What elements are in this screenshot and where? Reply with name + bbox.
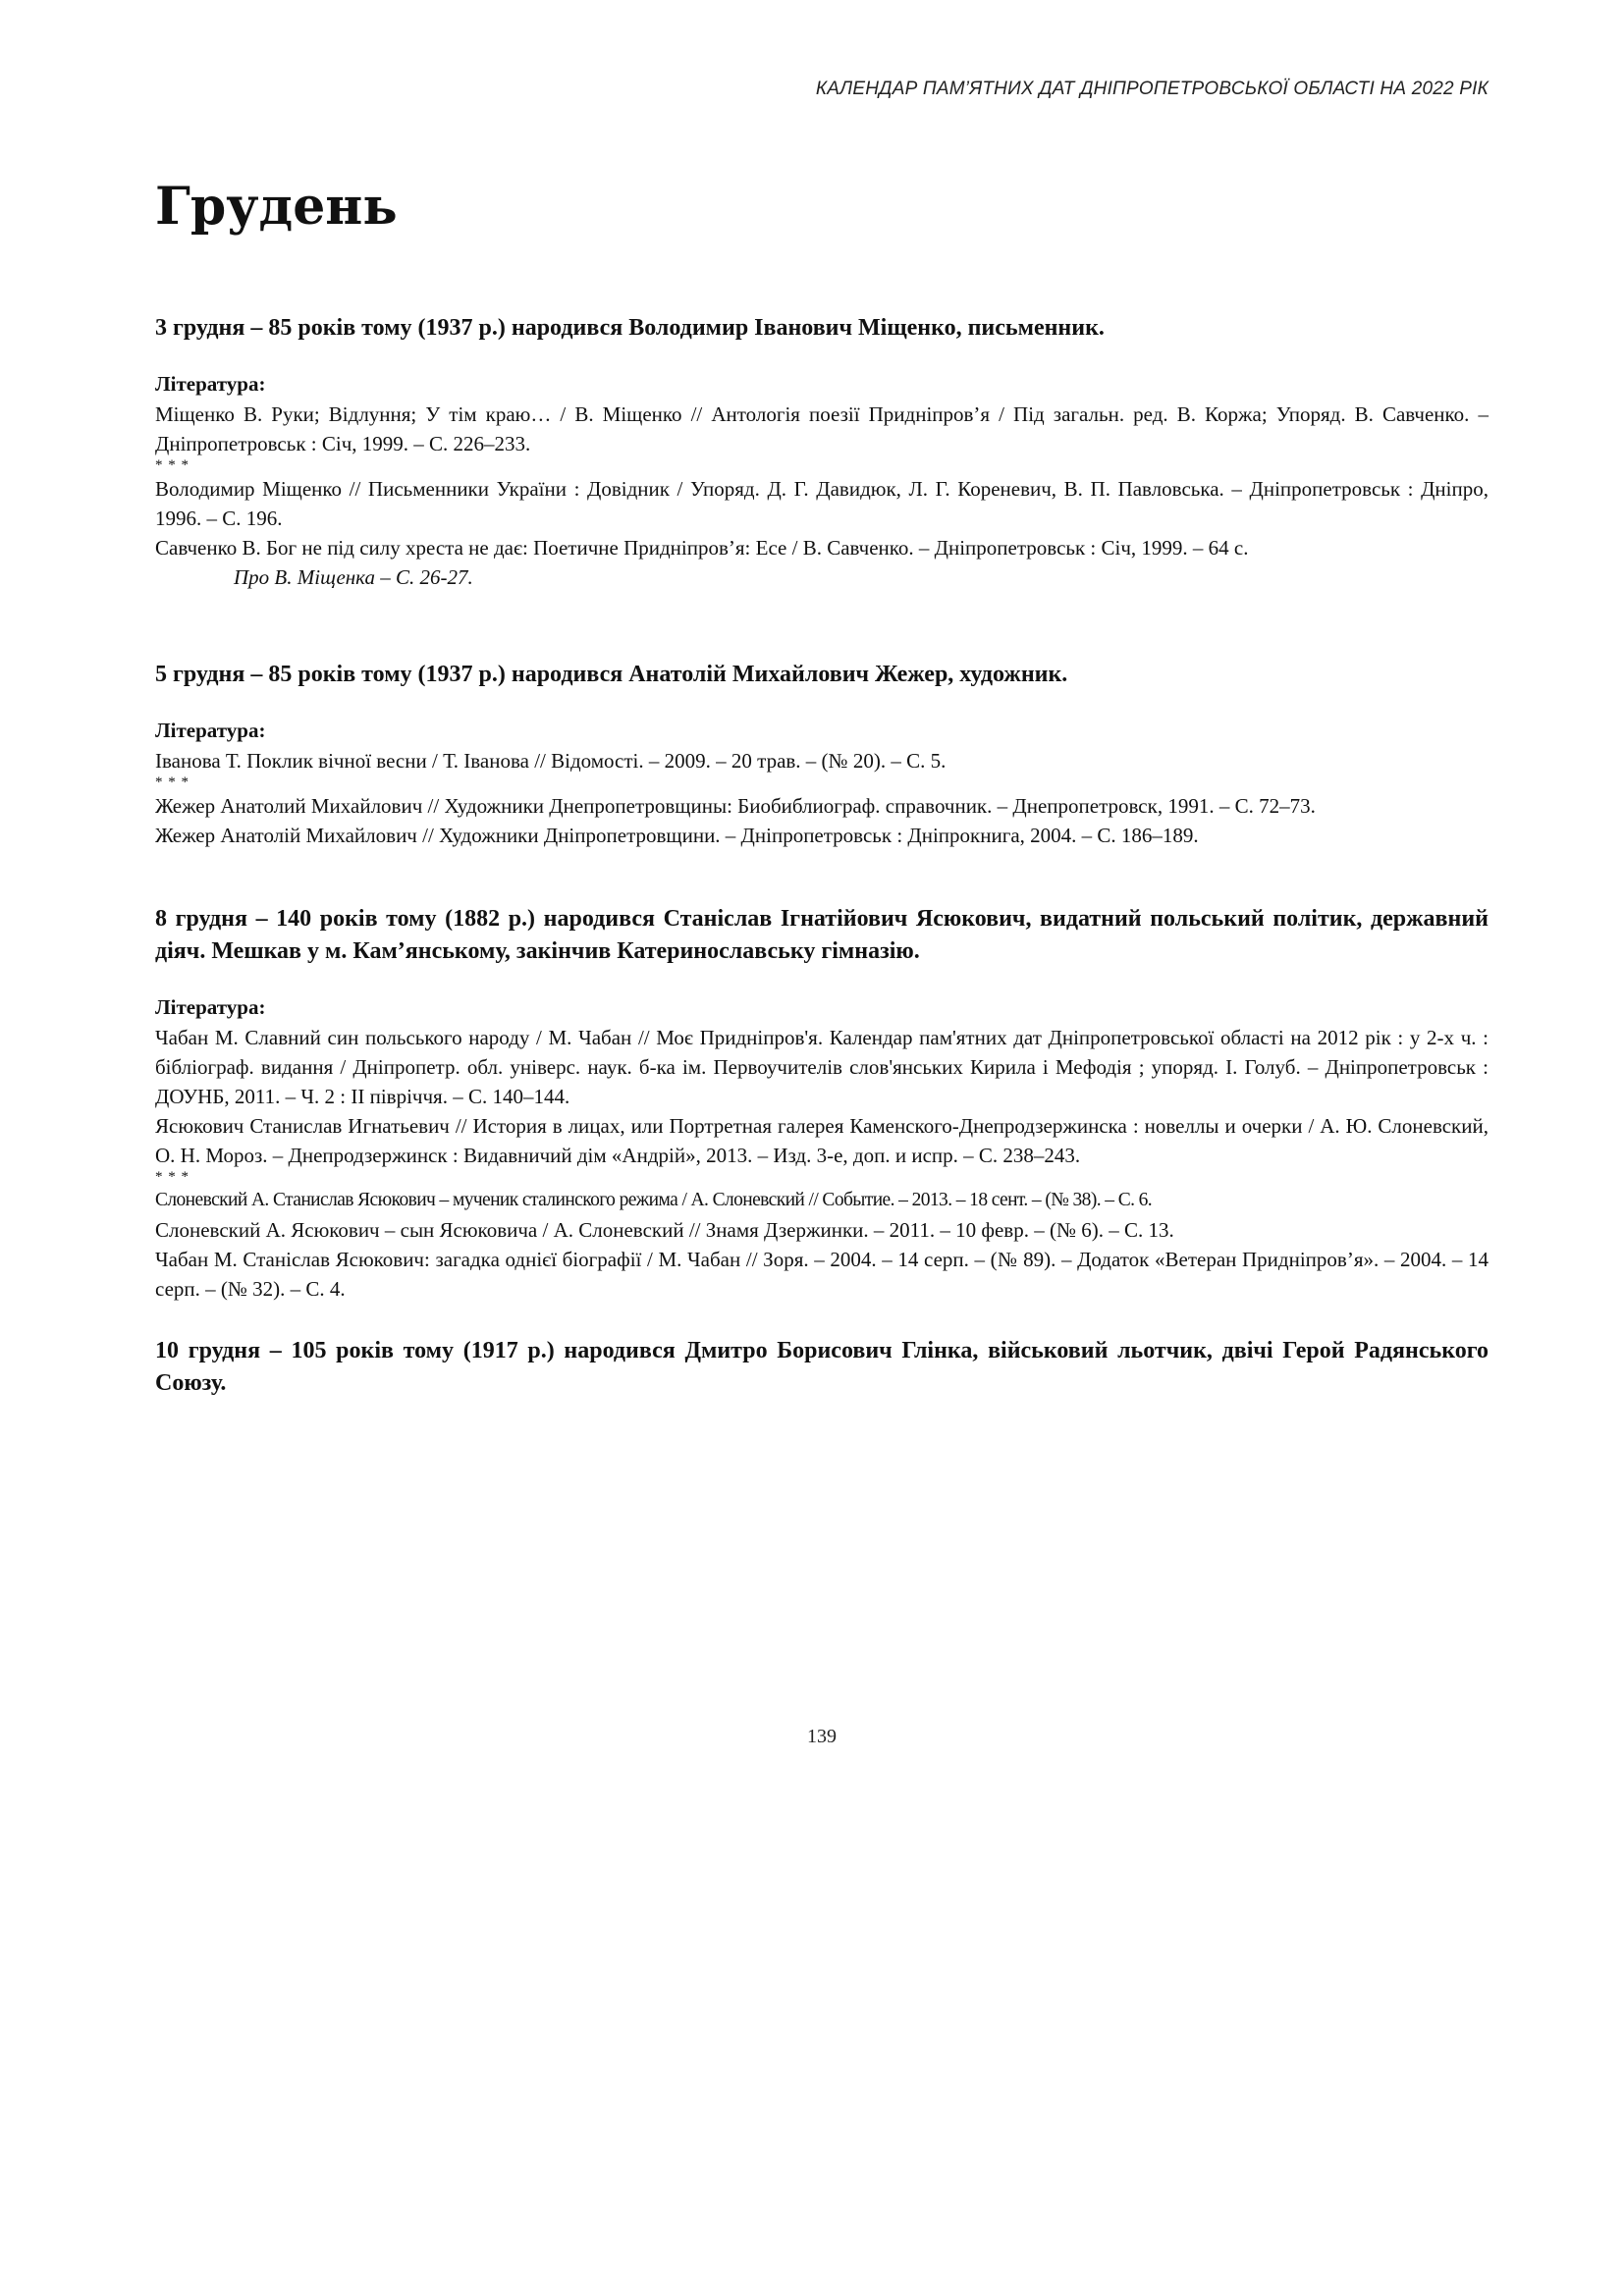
reference-item: Жежер Анатолий Михайлович // Художники Днепропетровщины: Биобиблиограф. справочник. – Днепропетровск, 1991. – С. 72–73. (155, 794, 1316, 818)
reference-item: Ясюкович Станислав Игнатьевич // История в лицах, или Портретная галерея Каменского-Днепродзержинска : новеллы и очерки / А. Ю. Слоневский, О. Н. Мороз. – Днепродзержинск : Видавничий дім «Андрій», 2013. – Изд. 3-е, доп. и испр. – С. 238–243. (155, 1114, 1489, 1167)
literature-label: Література: (155, 995, 266, 1019)
spacer (155, 850, 1489, 903)
page-number: 139 (807, 1726, 837, 1747)
reference-item: Слоневский А. Станислав Ясюкович – мученик сталинского режима / А. Слоневский // Событие. – 2013. – 18 сент. – (№ 38). – С. 6. (155, 1190, 1153, 1210)
entry-glinka (155, 1335, 1489, 1400)
entry-yasiukovych (155, 903, 1489, 1304)
reference-item: Савченко В. Бог не під силу хреста не дає: Поетичне Придніпров’я: Есе / В. Савченко. – Дніпропетровськ : Січ, 1999. – 64 с. (155, 536, 1249, 560)
separator-stars: * * * (155, 1169, 189, 1185)
entry-heading: 10 грудня – 105 років тому (1917 р.) народився Дмитро Борисович Глінка, військовий льотчик, двічі Герой Радянського Союзу. (155, 1338, 1489, 1396)
reference-item: Володимир Міщенко // Письменники України : Довідник / Упоряд. Д. Г. Давидюк, Л. Г. Кореневич, В. П. Павловська. – Дніпропетровськ : Дніпро, 1996. – С. 196. (155, 477, 1489, 530)
reference-item: Іванова Т. Поклик вічної весни / Т. Іванова // Відомості. – 2009. – 20 трав. – (№ 20). – С. 5. (155, 749, 947, 773)
entry-heading: 8 грудня – 140 років тому (1882 р.) народився Станіслав Ігнатійович Ясюкович, видатний польський політик, державний діяч. Мешкав у м. Кам’янському, закінчив Катеринославську гімназію. (155, 906, 1489, 964)
spacer (155, 1304, 1489, 1335)
reference-item: Міщенко В. Руки; Відлуння; У тім краю… / В. Міщенко // Антологія поезії Придніпров’я / Під загальн. ред. В. Коржа; Упоряд. В. Савченко. – Дніпропетровськ : Січ, 1999. – С. 226–233. (155, 402, 1489, 455)
running-header: КАЛЕНДАР ПАМ’ЯТНИХ ДАТ ДНІПРОПЕТРОВСЬКОЇ ОБЛАСТІ НА 2022 РІК (815, 79, 1489, 99)
reference-item: Чабан М. Станіслав Ясюкович: загадка однієї біографії / М. Чабан // Зоря. – 2004. – 14 серп. – (№ 89). – Додаток «Ветеран Придніпров’я». – 2004. – 14 серп. – (№ 32). – С. 4. (155, 1248, 1489, 1301)
literature-label: Література: (155, 372, 266, 396)
literature-label: Література: (155, 719, 266, 742)
separator-stars: * * * (155, 774, 189, 790)
separator-stars: * * * (155, 457, 189, 473)
entry-heading: 3 грудня – 85 років тому (1937 р.) народився Володимир Іванович Міщенко, письменник. (155, 315, 1105, 341)
reference-item: Слоневский А. Ясюкович – сын Ясюковича / А. Слоневский // Знамя Дзержинки. – 2011. – 10 февр. – (№ 6). – С. 13. (155, 1218, 1174, 1242)
page-title: Грудень (155, 177, 398, 237)
entry-zhezher (155, 659, 1489, 850)
spacer (155, 592, 1489, 659)
reference-item: Жежер Анатолій Михайлович // Художники Дніпропетровщини. – Дніпропетровськ : Дніпрокнига, 2004. – С. 186–189. (155, 824, 1199, 847)
entry-mishchenko (155, 312, 1489, 592)
reference-note: Про В. Міщенка – С. 26-27. (234, 565, 473, 589)
entry-heading: 5 грудня – 85 років тому (1937 р.) народився Анатолій Михайлович Жежер, художник. (155, 662, 1068, 687)
content-body (155, 312, 1489, 1400)
reference-item: Чабан М. Славний син польського народу / М. Чабан // Моє Придніпров'я. Календар пам'ятних дат Дніпропетровської області на 2012 рік : у 2-х ч. : бібліограф. видання / Дніпропетр. обл. універс. наук. б-ка ім. Первоучителів слов'янських Кирила і Мефодія ; упоряд. І. Голуб. – Дніпропетровськ : ДОУНБ, 2011. – Ч. 2 : ІІ півріччя. – С. 140–144. (155, 1026, 1489, 1108)
document-page (155, 0, 1489, 2296)
